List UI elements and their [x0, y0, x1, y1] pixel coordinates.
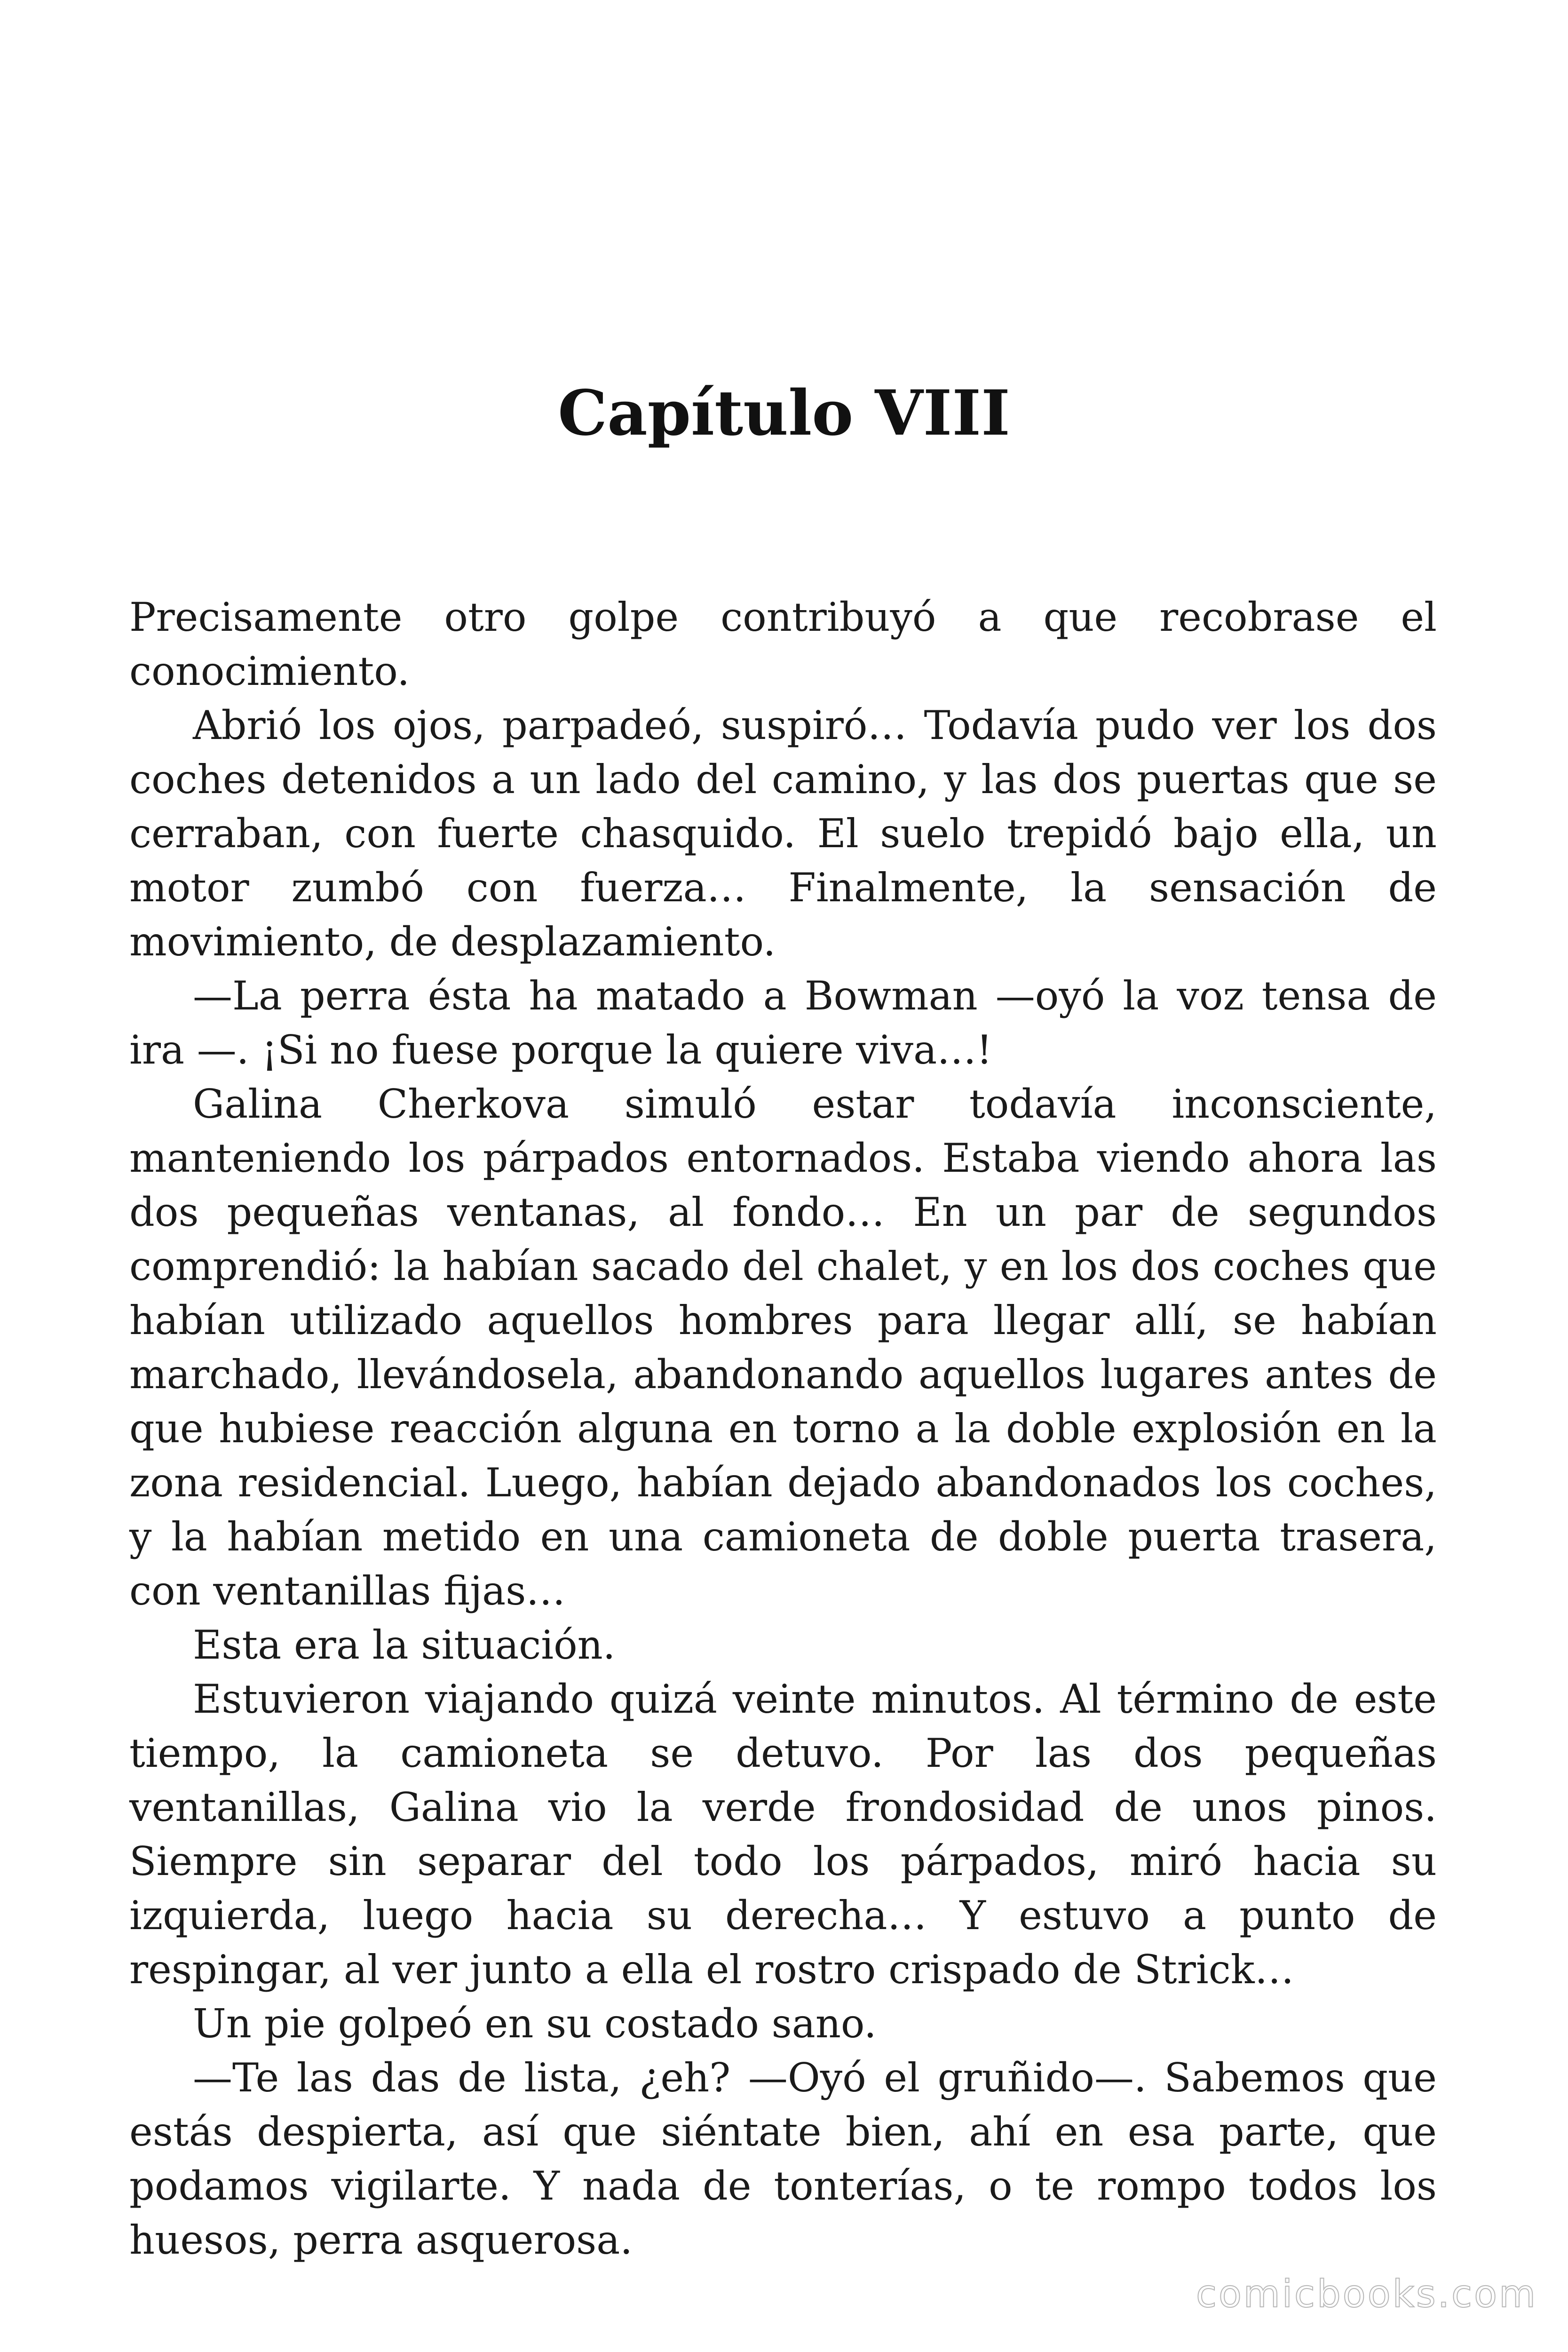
paragraph: Estuvieron viajando quizá veinte minutos. Al término de este tiempo, la camioneta se detuvo. Por las dos pequeñas ventanillas, Galina vio la verde frondosidad de unos pinos. Siempre sin separar del todo los párpados, miró hacia su izquierda, luego hacia su derecha… Y estuvo a punto de respingar, al ver junto a ella el rostro crispado de Strick… [129, 1676, 1437, 1993]
paragraph: Precisamente otro golpe contribuyó a que recobrase el conocimiento. [129, 594, 1437, 694]
chapter-title: Capítulo VIII [558, 377, 1010, 450]
paragraph: Galina Cherkova simuló estar todavía inconsciente, manteniendo los párpados entornados. Estaba viendo ahora las dos pequeñas ventanas, al fondo… En un par de segundos comprendió: la habían sacado del chalet, y en los dos coches que habían utilizado aquellos hombres para llegar allí, se habían marchado, llevándosela, abandonando aquellos lugares antes de que hubiese reacción alguna en torno a la doble explosión en la zona residencial. Luego, habían dejado abandonados los coches, y la habían metido en una camioneta de doble puerta trasera, con ventanillas fijas… [129, 1081, 1437, 1614]
paragraph: Esta era la situación. [193, 1622, 616, 1668]
paragraph: —Te las das de lista, ¿eh? —Oyó el gruñido—. Sabemos que estás despierta, así que siéntate bien, ahí en esa parte, que podamos vigilarte. Y nada de tonterías, o te rompo todos los huesos, perra asquerosa. [129, 2055, 1437, 2263]
paragraph: —La perra ésta ha matado a Bowman —oyó la voz tensa de ira —. ¡Si no fuese porque la quiere viva…! [129, 973, 1437, 1073]
watermark-text: comicbooks.com [1196, 2272, 1537, 2316]
paragraph: Abrió los ojos, parpadeó, suspiró… Todavía pudo ver los dos coches detenidos a un lado del camino, y las dos puertas que se cerraban, con fuerte chasquido. El suelo trepidó bajo ella, un motor zumbó con fuerza… Finalmente, la sensación de movimiento, de desplazamiento. [129, 702, 1437, 965]
chapter-body [129, 590, 1437, 2267]
paragraph: Un pie golpeó en su costado sano. [193, 2001, 877, 2047]
